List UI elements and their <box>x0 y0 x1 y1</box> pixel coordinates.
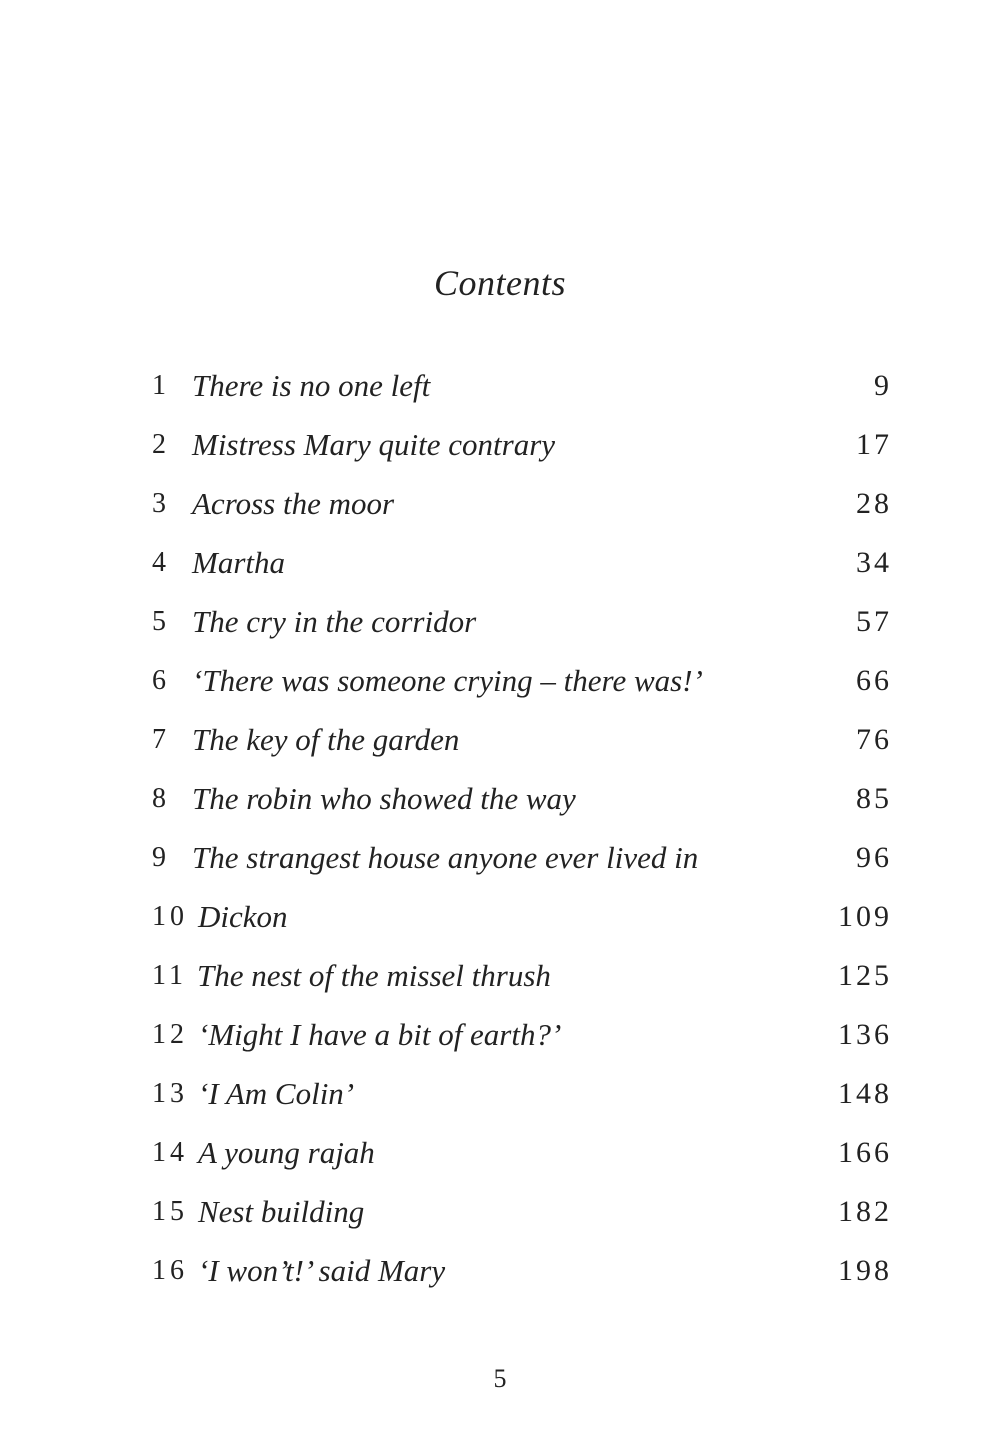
chapter-number: 12 <box>152 1019 188 1050</box>
chapter-title: The strangest house anyone ever lived in <box>192 840 699 875</box>
chapter-title: Across the moor <box>192 486 395 521</box>
toc-entry <box>152 533 892 592</box>
page-number: 17 <box>856 428 892 461</box>
chapter-title: Mistress Mary quite contrary <box>192 427 556 462</box>
page-number: 28 <box>856 487 892 520</box>
page-number: 136 <box>838 1018 892 1051</box>
page-number: 34 <box>856 546 892 579</box>
chapter-title: ‘There was someone crying – there was!’ <box>192 663 703 698</box>
chapter-number: 5 <box>152 606 170 637</box>
table-of-contents <box>152 356 892 1300</box>
toc-entry <box>152 356 892 415</box>
toc-entry <box>152 828 892 887</box>
toc-entry <box>152 651 892 710</box>
toc-entry <box>152 1182 892 1241</box>
page-number: 85 <box>856 782 892 815</box>
page-number: 198 <box>838 1254 892 1287</box>
chapter-number: 11 <box>152 960 187 991</box>
chapter-number: 9 <box>152 842 170 873</box>
toc-entry <box>152 1123 892 1182</box>
page-folio: 5 <box>493 1364 507 1393</box>
chapter-number: 14 <box>152 1137 188 1168</box>
chapter-title: A young rajah <box>198 1135 375 1170</box>
page-number: 66 <box>856 664 892 697</box>
chapter-number: 3 <box>152 488 170 519</box>
toc-entry <box>152 415 892 474</box>
chapter-title: ‘I Am Colin’ <box>198 1076 355 1111</box>
chapter-number: 2 <box>152 429 170 460</box>
toc-entry <box>152 1064 892 1123</box>
chapter-title: The cry in the corridor <box>192 604 477 639</box>
chapter-number: 16 <box>152 1255 188 1286</box>
toc-entry <box>152 474 892 533</box>
page-number: 182 <box>838 1195 892 1228</box>
chapter-title: ‘I won’t!’ said Mary <box>198 1253 446 1288</box>
chapter-title: Dickon <box>198 899 288 934</box>
page-number: 96 <box>856 841 892 874</box>
toc-entry <box>152 946 892 1005</box>
chapter-number: 7 <box>152 724 170 755</box>
chapter-number: 15 <box>152 1196 188 1227</box>
chapter-title: The robin who showed the way <box>192 781 576 816</box>
page-number: 166 <box>838 1136 892 1169</box>
toc-entry <box>152 710 892 769</box>
chapter-number: 6 <box>152 665 170 696</box>
chapter-title: There is no one left <box>192 368 431 403</box>
chapter-title: ‘Might I have a bit of earth?’ <box>198 1017 562 1052</box>
toc-entry <box>152 887 892 946</box>
chapter-title: The key of the garden <box>192 722 460 757</box>
chapter-number: 13 <box>152 1078 188 1109</box>
chapter-number: 4 <box>152 547 170 578</box>
chapter-number: 1 <box>152 370 170 401</box>
toc-entry <box>152 1005 892 1064</box>
page-number: 76 <box>856 723 892 756</box>
page-number: 125 <box>838 959 892 992</box>
page-number: 109 <box>838 900 892 933</box>
chapter-number: 8 <box>152 783 170 814</box>
chapter-title: Martha <box>192 545 285 580</box>
chapter-title: The nest of the missel thrush <box>196 958 551 993</box>
page-number: 57 <box>856 605 892 638</box>
chapter-title: Nest building <box>198 1194 365 1229</box>
chapter-number: 10 <box>152 901 188 932</box>
toc-entry <box>152 769 892 828</box>
toc-entry <box>152 592 892 651</box>
page-number: 148 <box>838 1077 892 1110</box>
toc-entry <box>152 1241 892 1300</box>
page-title: Contents <box>433 263 566 303</box>
page-number: 9 <box>874 369 892 402</box>
